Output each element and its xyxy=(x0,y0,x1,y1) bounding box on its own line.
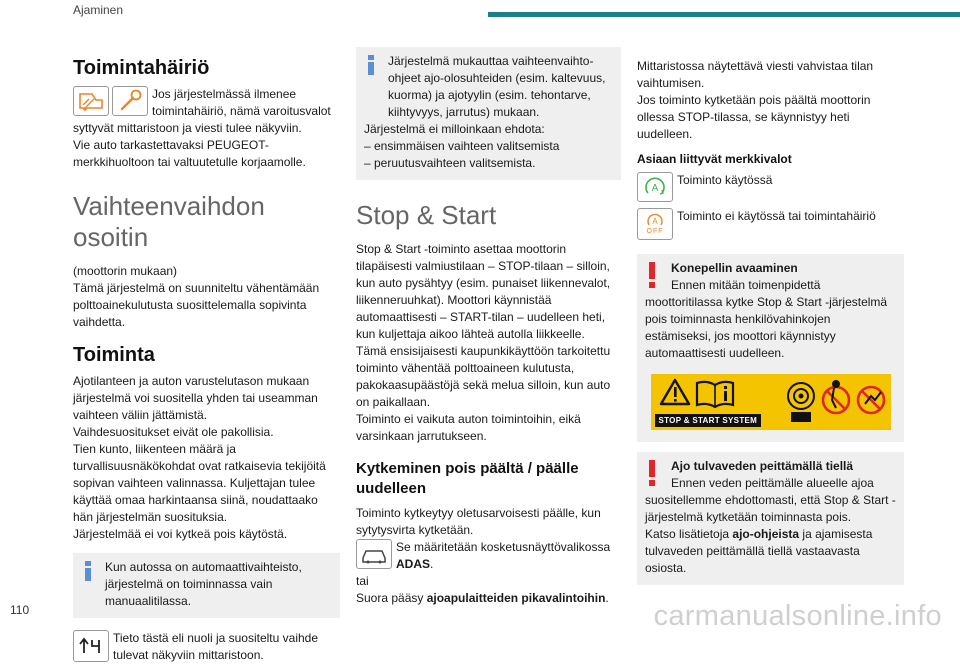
fault-icons xyxy=(73,86,148,116)
toiminta-text-1: Ajotilanteen ja auton varustelutason mukaan järjestelmä voi suositella yhden tai useamman vaihteen väliin jättämistä. xyxy=(73,374,318,422)
intro-text: Tämä järjestelmä on suunniteltu vähentämään polttoainekulutusta suosittelemalla sopivinta vaihdetta. xyxy=(73,281,320,329)
intro-engine-note: (moottorin mukaan) xyxy=(73,264,178,278)
indicator-on-row xyxy=(637,172,904,202)
gear-shift-arrow-icon xyxy=(73,630,109,662)
toimintahairio-text-2: Vie auto tarkastettavaksi PEUGEOT-merkkihuoltoon tai valtuutetulle korjaamolle. xyxy=(73,138,306,169)
watermark: carmanualsonline.info xyxy=(653,600,942,632)
info-adaptation-text: Järjestelmä mukauttaa vaihteenvaihto-ohjeet ajo-olosuhteiden (esim. kaltevuus, kuorma) ja ajotyylin (esim. tehontarve, kiihtyvyys, jarrutus) mukaan. xyxy=(388,54,606,119)
warning-flood-text: Ennen veden peittämälle alueelle ajoa suositellemme ehdottomasti, että Stop & Start -järjestelmä kytketään toiminnasta pois. xyxy=(645,476,896,524)
gear-indicator-row xyxy=(73,630,340,664)
toggle-text-1: Toiminto kytkeytyy oletusarvoisesti päälle, kun sytytysvirta kytketään. xyxy=(356,506,601,537)
adas-text: Se määritetään kosketusnäyttövalikossa ADAS. xyxy=(396,540,611,571)
status-message-text: Mittaristossa näytettävä viesti vahvistaa tilan vaihtumisen. xyxy=(637,59,874,90)
header-accent-bar xyxy=(488,12,960,17)
warning-flood-text-2: Katso lisätietoja ajo-ohjeista ja ajamisesta tulvaveden peittämällä tiellä vastaavasta osiosta. xyxy=(645,527,873,575)
stop-start-text-1: Stop & Start -toiminto asettaa moottorin tilapäisesti valmiustilaan – STOP-tilaan – silloin, kun auto pysähtyy (esim. punaiset liikennevalot, liikenneruuhkat). Moottori käynnistää automaattisesti – START-tilan – uudelleen heti, kun kuljettaja aikoo lähteä autolla liikkeelle. xyxy=(356,242,611,341)
off-label: OFF xyxy=(646,228,664,235)
section-title-toimintahairio: Toimintahäiriö xyxy=(73,57,210,79)
gear-indicator-text: Tieto tästä eli nuoli ja suositeltu vaihde tulevat näkyviin mittaristoon. xyxy=(113,631,319,662)
warning-bonnet-title: Konepellin avaaminen xyxy=(671,261,798,275)
section-title-toiminta: Toiminta xyxy=(73,344,155,366)
info-never-suggests: Järjestelmä ei milloinkaan ehdota: xyxy=(364,122,545,136)
toiminta-text-4: Järjestelmää ei voi kytkeä pois käytöstä. xyxy=(73,527,288,541)
warning-flood-title: Ajo tulvaveden peittämällä tiellä xyxy=(671,459,854,473)
toimintahairio-text: Jos järjestelmässä ilmenee toimintahäiriö, nämä varoitusvalot syttyvät mittaristoon ja viesti tulee näkyviin. xyxy=(73,87,331,135)
warning-bonnet-text-lead: Ennen mitään toimenpidettä moottoritilassa kytke Stop & Start -järjestelmä pois toiminnasta henkilövahinkojen estämiseksi, jos moottori käynnistyy automaattisesti uudelleen. xyxy=(645,278,888,360)
warning-icon xyxy=(647,262,657,288)
toggle-or: tai xyxy=(356,574,369,588)
info-icon xyxy=(364,53,380,75)
toiminta-text-3: Tien kunto, liikenteen määrä ja turvallisuusnäkökohdat ovat ratkaisevia tekijöitä sopivan vaihteen valinnassa. Kuljettajan tulee käyttää omaa harkintaansa siinä, noudattaako hän järjestelmän suosituksia. xyxy=(73,442,326,524)
indicators-title: Asiaan liittyvät merkkivalot xyxy=(637,152,792,166)
restart-text: Jos toiminto kytketään pois päältä moottorin ollessa STOP-tilassa, se käynnistyy heti uudelleen. xyxy=(637,93,871,141)
warning-icon xyxy=(647,460,657,486)
stop-start-off-icon xyxy=(637,208,673,240)
stop-start-label-text: STOP & START SYSTEM xyxy=(655,414,762,427)
warning-box-flood xyxy=(637,452,904,585)
info-icon xyxy=(81,559,97,581)
page-number: 110 xyxy=(10,603,30,617)
column-middle xyxy=(356,47,621,607)
header-title: Ajaminen xyxy=(73,3,124,17)
svg-text:A: A xyxy=(652,217,658,226)
car-icon xyxy=(356,539,392,569)
stop-start-active-icon xyxy=(637,172,673,202)
svg-text:A: A xyxy=(651,183,659,194)
subsection-title-toggle: Kytkeminen pois päältä / päälle uudelleen xyxy=(356,460,579,497)
stop-start-text-3: Toiminto ei vaikuta auton toimintoihin, eikä varsinkaan jarrutukseen. xyxy=(356,412,581,443)
indicator-on-text: Toiminto käytössä xyxy=(677,173,773,187)
indicator-off-row xyxy=(637,208,904,240)
toimintahairio-block xyxy=(73,86,340,171)
stop-start-text-2: Tämä ensisijaisesti kaupunkikäyttöön tarkoitettu toiminto vähentää polttoaineen kulutusta, pakokaasupäästöjä sekä melua silloin, kun auto on paikallaan. xyxy=(356,344,611,409)
shift-fault-icon xyxy=(73,86,109,116)
warning-box-bonnet xyxy=(637,254,904,442)
toggle-direct-access: Suora pääsy ajoapulaitteiden pikavalintoihin. xyxy=(356,591,609,605)
info-box-adaptation xyxy=(356,47,621,180)
stop-start-label-image xyxy=(651,374,891,430)
toiminta-text-2: Vaihdesuositukset eivät ole pakollisia. xyxy=(73,425,274,439)
info-list-item-2: – peruutusvaihteen valitsemista. xyxy=(364,156,536,170)
info-text: Kun autossa on automaattivaihteisto, järjestelmä on toiminnassa vain manuaalitilassa. xyxy=(105,560,302,608)
wrench-icon xyxy=(112,86,148,116)
column-left xyxy=(73,50,340,664)
indicator-off-text: Toiminto ei käytössä tai toimintahäiriö xyxy=(677,209,876,223)
column-right xyxy=(637,52,904,585)
section-title-stop-start: Stop & Start xyxy=(356,200,497,230)
page-title: Vaihteenvaihdon osoitin xyxy=(73,191,265,252)
adas-row xyxy=(356,539,621,573)
info-list-item-1: – ensimmäisen vaihteen valitsemista xyxy=(364,139,560,153)
info-box-automatic xyxy=(73,553,340,618)
